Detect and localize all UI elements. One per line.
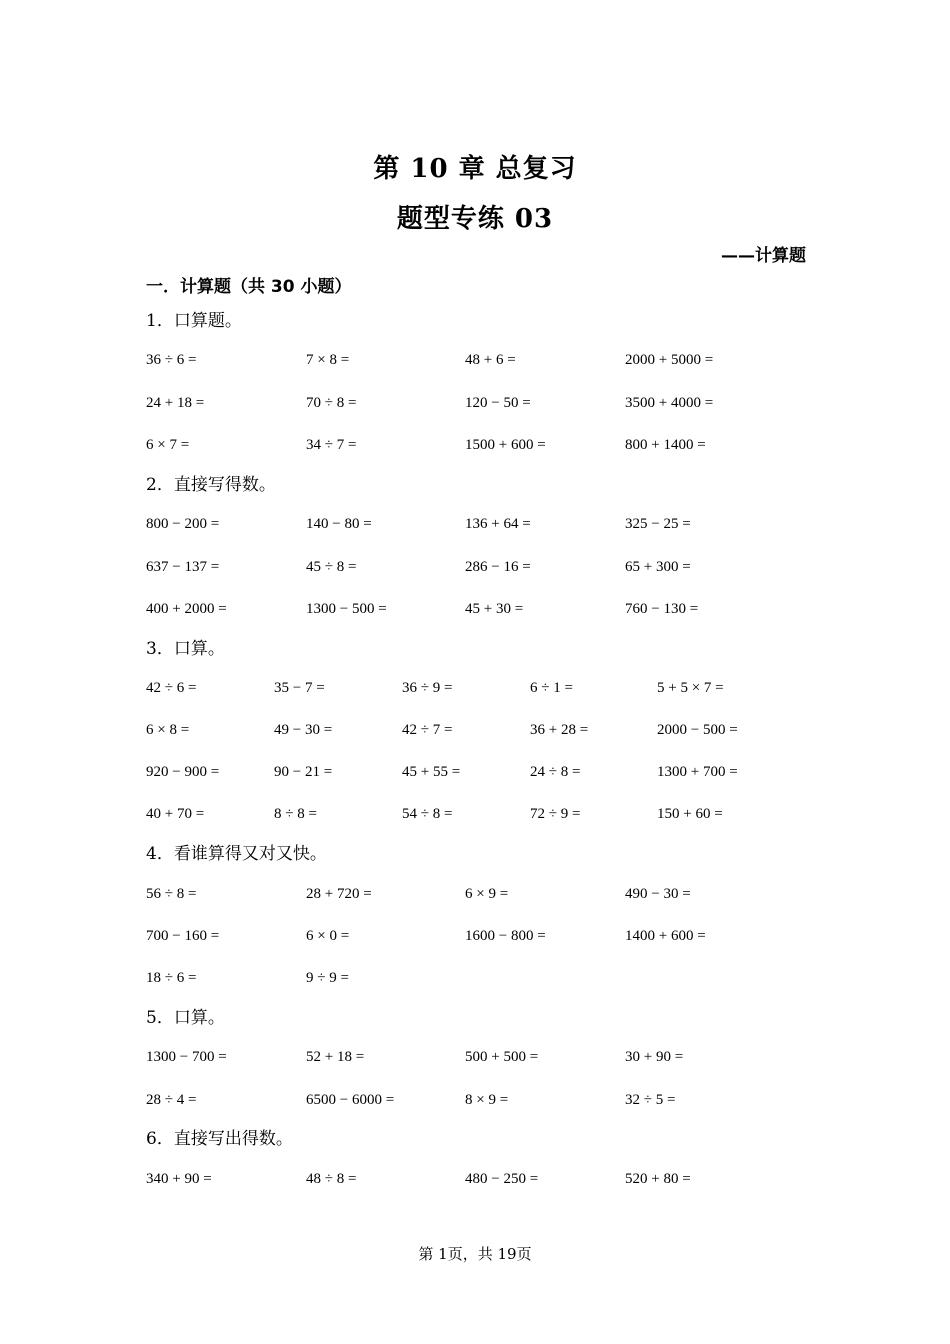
arithmetic-problem: 45 ÷ 8 =	[306, 559, 357, 575]
arithmetic-problem: 800 − 200 =	[146, 516, 220, 532]
section-heading: 一．计算题（共 30 小题）	[146, 277, 352, 297]
problem-row	[0, 514, 950, 534]
arithmetic-problem: 28 ÷ 4 =	[146, 1092, 197, 1108]
arithmetic-problem: 8 ÷ 8 =	[274, 806, 317, 822]
question-title: 4．看谁算得又对又快。	[146, 844, 327, 864]
problem-row	[0, 926, 950, 946]
arithmetic-problem: 1300 + 700 =	[657, 764, 738, 780]
arithmetic-problem: 6 ÷ 1 =	[530, 680, 573, 696]
arithmetic-problem: 480 − 250 =	[465, 1171, 539, 1187]
problem-row	[0, 393, 950, 413]
problem-row	[0, 678, 950, 698]
arithmetic-problem: 49 − 30 =	[274, 722, 333, 738]
arithmetic-problem: 325 − 25 =	[625, 516, 691, 532]
question-title: 2．直接写得数。	[146, 475, 276, 495]
arithmetic-problem: 1400 + 600 =	[625, 928, 706, 944]
arithmetic-problem: 90 − 21 =	[274, 764, 333, 780]
problem-row	[0, 804, 950, 824]
arithmetic-problem: 34 ÷ 7 =	[306, 437, 357, 453]
question-title: 5．口算。	[146, 1008, 225, 1028]
problem-row	[0, 350, 950, 370]
arithmetic-problem: 70 ÷ 8 =	[306, 395, 357, 411]
arithmetic-problem: 1600 − 800 =	[465, 928, 546, 944]
arithmetic-problem: 120 − 50 =	[465, 395, 531, 411]
arithmetic-problem: 45 + 30 =	[465, 601, 524, 617]
problem-row	[0, 884, 950, 904]
arithmetic-problem: 340 + 90 =	[146, 1171, 212, 1187]
arithmetic-problem: 500 + 500 =	[465, 1049, 539, 1065]
exercise-type: ——计算题	[721, 246, 806, 266]
arithmetic-problem: 9 ÷ 9 =	[306, 970, 349, 986]
page-footer: 第 1页，共 19页	[418, 1245, 532, 1263]
arithmetic-problem: 18 ÷ 6 =	[146, 970, 197, 986]
arithmetic-problem: 30 + 90 =	[625, 1049, 684, 1065]
problem-row	[0, 720, 950, 740]
arithmetic-problem: 1300 − 500 =	[306, 601, 387, 617]
arithmetic-problem: 490 − 30 =	[625, 886, 691, 902]
arithmetic-problem: 800 + 1400 =	[625, 437, 706, 453]
exercise-title: 题型专练 03	[396, 204, 554, 234]
arithmetic-problem: 920 − 900 =	[146, 764, 220, 780]
arithmetic-problem: 140 − 80 =	[306, 516, 372, 532]
arithmetic-problem: 6 × 7 =	[146, 437, 190, 453]
arithmetic-problem: 28 + 720 =	[306, 886, 372, 902]
arithmetic-problem: 7 × 8 =	[306, 352, 350, 368]
chapter-title: 第 10 章 总复习	[373, 154, 577, 184]
arithmetic-problem: 6500 − 6000 =	[306, 1092, 395, 1108]
arithmetic-problem: 3500 + 4000 =	[625, 395, 714, 411]
arithmetic-problem: 286 − 16 =	[465, 559, 531, 575]
problem-row	[0, 599, 950, 619]
arithmetic-problem: 36 ÷ 6 =	[146, 352, 197, 368]
arithmetic-problem: 2000 − 500 =	[657, 722, 738, 738]
arithmetic-problem: 760 − 130 =	[625, 601, 699, 617]
arithmetic-problem: 8 × 9 =	[465, 1092, 509, 1108]
arithmetic-problem: 1500 + 600 =	[465, 437, 546, 453]
problem-row	[0, 968, 950, 988]
arithmetic-problem: 35 − 7 =	[274, 680, 325, 696]
problem-row	[0, 762, 950, 782]
arithmetic-problem: 65 + 300 =	[625, 559, 691, 575]
arithmetic-problem: 52 + 18 =	[306, 1049, 365, 1065]
problem-row	[0, 1090, 950, 1110]
arithmetic-problem: 2000 + 5000 =	[625, 352, 714, 368]
arithmetic-problem: 36 ÷ 9 =	[402, 680, 453, 696]
arithmetic-problem: 36 + 28 =	[530, 722, 589, 738]
arithmetic-problem: 72 ÷ 9 =	[530, 806, 581, 822]
arithmetic-problem: 637 − 137 =	[146, 559, 220, 575]
arithmetic-problem: 5 + 5 × 7 =	[657, 680, 724, 696]
arithmetic-problem: 24 ÷ 8 =	[530, 764, 581, 780]
question-title: 3．口算。	[146, 639, 225, 659]
question-title: 1．口算题。	[146, 311, 242, 331]
problem-row	[0, 1169, 950, 1189]
question-title: 6．直接写出得数。	[146, 1129, 293, 1149]
arithmetic-problem: 400 + 2000 =	[146, 601, 227, 617]
arithmetic-problem: 150 + 60 =	[657, 806, 723, 822]
arithmetic-problem: 520 + 80 =	[625, 1171, 691, 1187]
arithmetic-problem: 45 + 55 =	[402, 764, 461, 780]
problem-row	[0, 557, 950, 577]
arithmetic-problem: 32 ÷ 5 =	[625, 1092, 676, 1108]
arithmetic-problem: 48 + 6 =	[465, 352, 516, 368]
arithmetic-problem: 136 + 64 =	[465, 516, 531, 532]
arithmetic-problem: 42 ÷ 7 =	[402, 722, 453, 738]
arithmetic-problem: 6 × 0 =	[306, 928, 350, 944]
problem-row	[0, 1047, 950, 1067]
arithmetic-problem: 6 × 9 =	[465, 886, 509, 902]
arithmetic-problem: 700 − 160 =	[146, 928, 220, 944]
arithmetic-problem: 6 × 8 =	[146, 722, 190, 738]
arithmetic-problem: 48 ÷ 8 =	[306, 1171, 357, 1187]
arithmetic-problem: 54 ÷ 8 =	[402, 806, 453, 822]
problem-row	[0, 435, 950, 455]
arithmetic-problem: 42 ÷ 6 =	[146, 680, 197, 696]
arithmetic-problem: 1300 − 700 =	[146, 1049, 227, 1065]
arithmetic-problem: 56 ÷ 8 =	[146, 886, 197, 902]
arithmetic-problem: 24 + 18 =	[146, 395, 205, 411]
arithmetic-problem: 40 + 70 =	[146, 806, 205, 822]
